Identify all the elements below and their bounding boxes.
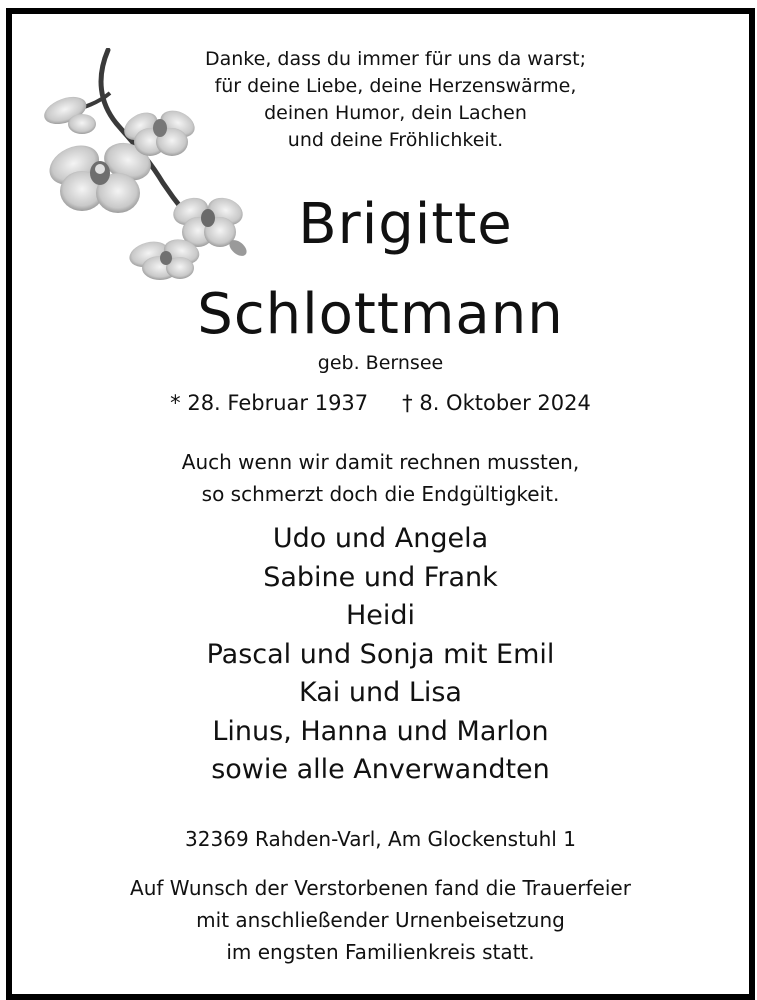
last-name: Schlottmann (197, 282, 564, 347)
poem-line: und deine Fröhlichkeit. (287, 129, 504, 151)
life-dates (12, 388, 749, 418)
death-date: † 8. Oktober 2024 (402, 391, 591, 415)
sorrow-text (12, 446, 749, 510)
poem-line: Danke, dass du immer für uns da warst; (204, 48, 587, 70)
sorrow-line: so schmerzt doch die Endgültigkeit. (201, 482, 560, 506)
sorrow-line: Auch wenn wir damit rechnen mussten, (181, 450, 580, 474)
notice-line: im engsten Familienkreis statt. (226, 940, 535, 964)
family-member: Sabine und Frank (263, 561, 498, 593)
address: 32369 Rahden-Varl, Am Glockenstuhl 1 (185, 827, 576, 851)
family-list (12, 520, 749, 790)
family-member: Heidi (345, 600, 416, 631)
poem-line: für deine Liebe, deine Herzenswärme, (214, 75, 577, 97)
family-member: sowie alle Anverwandten (211, 754, 550, 785)
family-member: Pascal und Sonja mit Emil (206, 638, 555, 670)
family-member: Kai und Lisa (299, 677, 462, 708)
obituary-card (6, 8, 755, 1000)
maiden-name: geb. Bernsee (317, 352, 444, 374)
family-member: Udo und Angela (272, 523, 489, 554)
notice-line: mit anschließender Urnenbeisetzung (196, 908, 565, 932)
notice-line: Auf Wunsch der Verstorbenen fand die Trauerfeier (130, 876, 631, 900)
first-name: Brigitte (298, 192, 513, 257)
poem (12, 46, 749, 154)
birth-date: * 28. Februar 1937 (170, 391, 369, 415)
family-member: Linus, Hanna und Marlon (212, 715, 549, 747)
funeral-notice (12, 872, 749, 968)
poem-line: deinen Humor, dein Lachen (264, 102, 527, 124)
